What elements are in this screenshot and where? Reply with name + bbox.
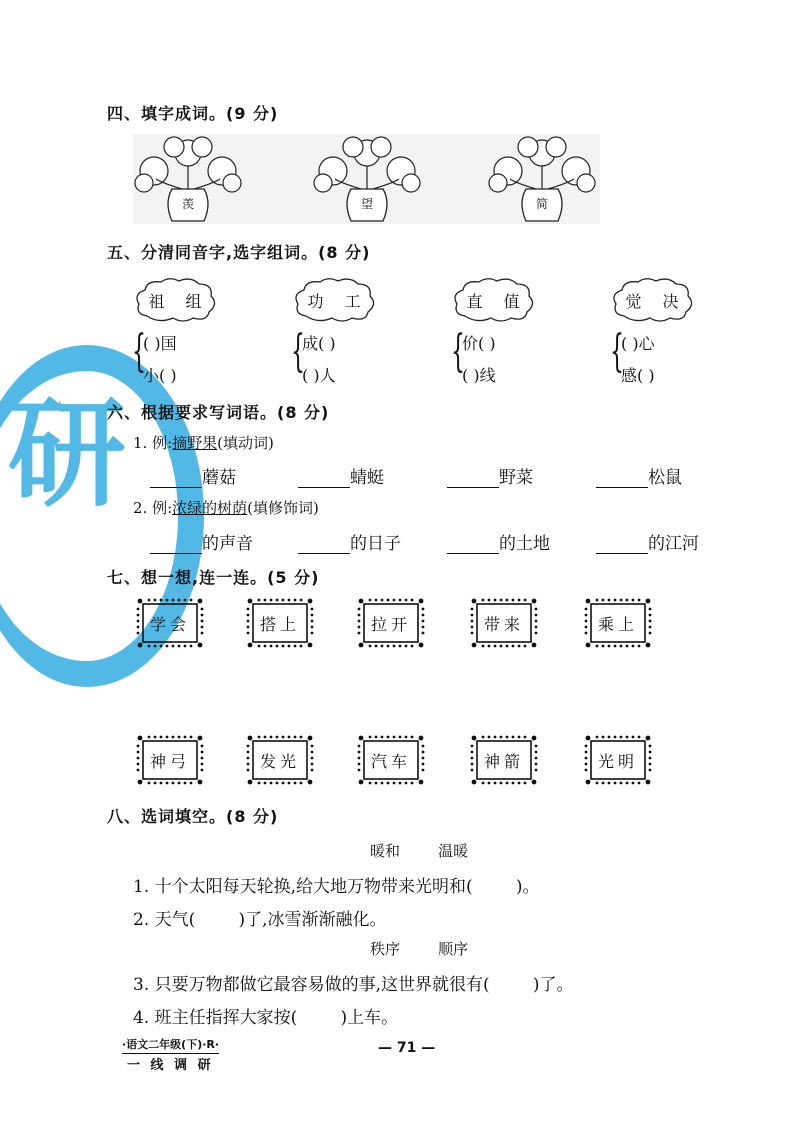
watermark-char: 研	[8, 385, 127, 523]
word-frame-top-2[interactable]	[245, 597, 315, 649]
word-frame-bottom-4[interactable]	[469, 734, 539, 786]
word-frame-bottom-3[interactable]	[356, 734, 426, 786]
cloud-4	[610, 276, 694, 324]
q2-item-4: 的江河	[596, 529, 699, 554]
word-frame-top-1[interactable]	[135, 597, 205, 649]
q1-example-line	[133, 432, 274, 453]
vase-2	[311, 133, 423, 225]
frame-word: 神弓	[149, 752, 190, 771]
q2-item-2: 的日子	[298, 529, 401, 554]
answer-blank[interactable]	[596, 469, 648, 488]
q1-item-4: 松鼠	[596, 463, 682, 488]
word-choices-1: 暖和 温暖	[370, 842, 469, 860]
q1-item-2: 蜻蜓	[298, 463, 384, 488]
brace-4: {	[610, 326, 624, 377]
cloud-chars: 祖 组	[148, 292, 202, 311]
group3-line2: ( )线	[462, 366, 496, 385]
group3-line1: 价( )	[462, 334, 496, 353]
sentence-4: 4. 班主任指挥大家按( )上车。	[133, 1008, 399, 1028]
answer-blank[interactable]	[596, 535, 648, 554]
group2-line1: 成( )	[302, 334, 336, 353]
section4-title: 四、填字成词。(9 分)	[107, 104, 279, 123]
word-frame-bottom-5[interactable]	[583, 734, 653, 786]
frame-word: 神箭	[483, 752, 524, 771]
answer-blank[interactable]	[298, 535, 350, 554]
frame-word: 拉开	[370, 615, 411, 634]
sentence-3: 3. 只要万物都做它最容易做的事,这世界就很有( )了。	[133, 975, 574, 995]
frame-word: 汽车	[370, 752, 411, 771]
word-frame-top-3[interactable]	[356, 597, 426, 649]
frame-word: 搭上	[259, 615, 300, 634]
answer-blank[interactable]	[298, 469, 350, 488]
answer-blank[interactable]	[150, 469, 202, 488]
group2-line2: ( )人	[302, 366, 336, 385]
sentence-1: 1. 十个太阳每天轮换,给大地万物带来光明和( )。	[133, 877, 540, 897]
page-number: — 71 —	[378, 1040, 436, 1056]
vase-char: 羡	[181, 197, 194, 211]
q1-label: 1. 例:	[133, 434, 173, 452]
brace-2: {	[291, 326, 305, 377]
q1-item-1: 蘑菇	[150, 463, 236, 488]
q2-item-3: 的土地	[447, 529, 550, 554]
q2-example-line	[133, 497, 319, 518]
frame-word: 带来	[483, 615, 524, 634]
cloud-2	[292, 276, 376, 324]
frame-word: 学会	[149, 615, 190, 634]
word-choices-2: 秩序 顺序	[370, 940, 469, 958]
answer-blank[interactable]	[447, 535, 499, 554]
sentence-2: 2. 天气( )了,冰雪渐渐融化。	[133, 910, 387, 930]
section5-title: 五、分清同音字,选字组词。(8 分)	[107, 243, 371, 262]
section6-title: 六、根据要求写词语。(8 分)	[107, 403, 330, 422]
q2-hint: (填修饰词)	[247, 499, 319, 517]
brace-1: {	[132, 326, 146, 377]
q1-hint: (填动词)	[217, 434, 274, 452]
vase-char: 简	[535, 197, 548, 211]
brace-3: {	[451, 326, 465, 377]
q2-label: 2. 例:	[133, 499, 173, 517]
answer-blank[interactable]	[447, 469, 499, 488]
frame-word: 发光	[259, 752, 300, 771]
frame-word: 光明	[597, 752, 638, 771]
vase-char: 望	[360, 197, 373, 211]
group1-line2: 小( )	[143, 366, 177, 385]
word-frame-top-5[interactable]	[583, 597, 653, 649]
q2-example: 浓绿的树荫	[172, 499, 248, 517]
footer-series: ·语文二年级(下)·R·	[122, 1036, 219, 1054]
footer-brand: 一 线 调 研	[127, 1058, 214, 1073]
cloud-chars: 觉 决	[625, 292, 679, 311]
frame-word: 乘上	[597, 615, 638, 634]
vase-1	[132, 133, 244, 225]
word-frame-bottom-2[interactable]	[245, 734, 315, 786]
section7-title: 七、想一想,连一连。(5 分)	[107, 568, 320, 587]
answer-blank[interactable]	[150, 535, 202, 554]
group4-line2: 感( )	[621, 366, 655, 385]
cloud-1	[133, 276, 217, 324]
group1-line1: ( )国	[143, 334, 177, 353]
word-frame-bottom-1[interactable]	[135, 734, 205, 786]
vase-3	[486, 133, 598, 225]
q2-item-1: 的声音	[150, 529, 253, 554]
cloud-3	[451, 276, 535, 324]
q1-item-3: 野菜	[447, 463, 533, 488]
cloud-chars: 直 值	[466, 292, 520, 311]
word-frame-top-4[interactable]	[469, 597, 539, 649]
q1-example: 摘野果	[172, 434, 218, 452]
section8-title: 八、选词填空。(8 分)	[107, 807, 279, 826]
group4-line1: ( )心	[621, 334, 655, 353]
cloud-chars: 功 工	[307, 292, 361, 311]
